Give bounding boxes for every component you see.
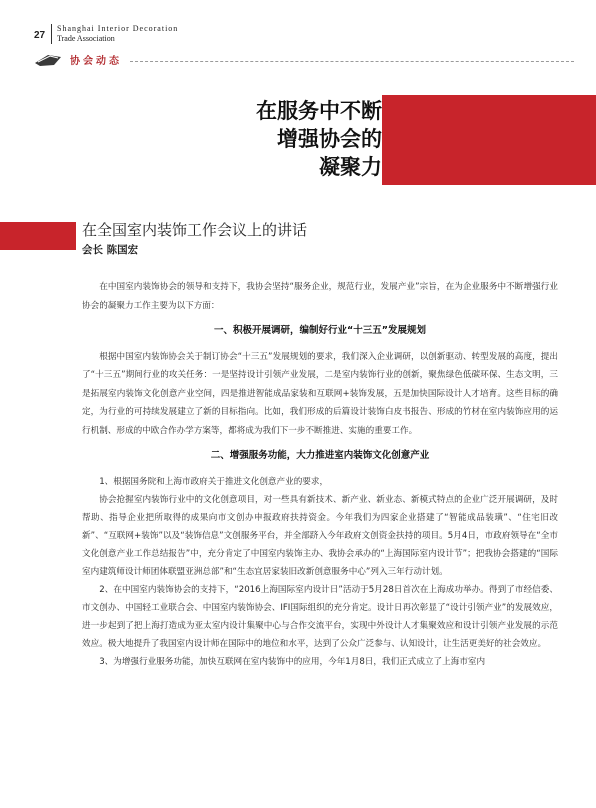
headline bbox=[256, 97, 382, 181]
header-dashed-rule bbox=[130, 61, 574, 62]
header-divider bbox=[51, 24, 52, 44]
section-heading-2: 二、增强服务功能，大力推进室内装饰文化创意产业 bbox=[210, 450, 430, 461]
association-name-line1: Shanghai Interior Decoration bbox=[57, 24, 179, 33]
section-tag bbox=[34, 52, 122, 67]
headline-accent-bar bbox=[382, 95, 596, 185]
paragraph-2: 1、根据国务院和上海市政府关于推进文化创意产业的要求， bbox=[99, 476, 329, 487]
page-number: 27 bbox=[34, 30, 46, 41]
section-heading-1: 一、积极开展调研，编制好行业“十三五”发展规划 bbox=[214, 325, 426, 336]
paragraph-3: 协会抢握室内装饰行业中的文化创意项目，对一些具有新技术、新产业、新业态、新模式特点的企业广泛开展调研，及时帮助、指导企业把所取得的成果向市文创办申报政府扶持资金。今年我们为四家企业搭建了“智能成品装璜”、“住宅旧改新”、“互联网+装饰”以及“装饰信息”文创服务平台，并全部跻入今年政府文创资金扶持的项目。5月4日，市政府领导在“全市文化创意产业工作总结报告”中，充分肯定了中国室内装饰主办、我协会承办的“上海国际室内设计节”；把我协会搭建的“国际室内建筑师设计师团体联盟亚洲总部”和“生态宜居家装旧改新创意服务中心”列入三年行动计划。 bbox=[82, 494, 558, 577]
article-body bbox=[82, 278, 558, 671]
headline-line2: 增强协会的 bbox=[277, 126, 382, 151]
article-subtitle: 在全国室内装饰工作会议上的讲话 bbox=[82, 221, 308, 239]
section-tag-label: 协会动态 bbox=[70, 56, 122, 67]
paragraph-4: 2、在中国室内装饰协会的支持下，“2016上海国际室内设计日”活动于5月28日首次在上海成功举办。得到了市经信委、市文创办、中国轻工业联合会、中国室内装饰协会、IFI国际组织的充分肯定。设计日再次彰显了“设计引领产业”的发展效应，进一步起到了把上海打造成为亚太室内设计集聚中心与合作交流平台，实现中外设计人才集聚效应和设计引领产业发展的示范效应。极大地提升了我国室内设计师在国际中的地位和水平，达到了公众广泛参与、认知设计，让生活更美好的社会效应。 bbox=[82, 584, 558, 649]
headline-line1: 在服务中不断 bbox=[256, 98, 382, 123]
paragraph-1: 根据中国室内装饰协会关于制订协会“十三五”发展规划的要求，我们深入企业调研，以创新驱动、转型发展的高度，提出了“十三五”期间行业的攻关任务：一是坚持设计引领产业发展，二是室内装饰行业的创新，聚焦绿色低碳环保、生态文明，三是拓展室内装饰文化创意产业空间，四是推进智能成品家装和互联网+装饰发展，五是加快国际设计人才培育。这些目标的确定，为行业的可持续发展建立了新的目标指向。比如，我们形成的后篇设计装饰白皮书报告、形成的竹材在室内装饰应用的运行机制、形成的中欧合作办学方案等，都将成为我们下一步不断推进、实施的重要工作。 bbox=[82, 351, 558, 436]
association-name-line2: Trade Association bbox=[57, 34, 115, 43]
association-name bbox=[57, 24, 178, 44]
paragraph-5: 3、为增强行业服务功能，加快互联网在室内装饰中的应用，今年1月8日，我们正式成立了上海市室内 bbox=[99, 656, 486, 667]
headline-line3: 凝聚力 bbox=[319, 154, 382, 179]
article-author: 会长 陈国宏 bbox=[82, 244, 139, 256]
intro-paragraph: 在中国室内装饰协会的领导和支持下，我协会坚持“服务企业，规范行业，发展产业”宗旨，在为企业服务中不断增强行业协会的凝聚力工作主要为以下方面： bbox=[82, 282, 558, 311]
subtitle-accent-bar bbox=[0, 222, 76, 250]
brush-icon bbox=[34, 53, 62, 67]
